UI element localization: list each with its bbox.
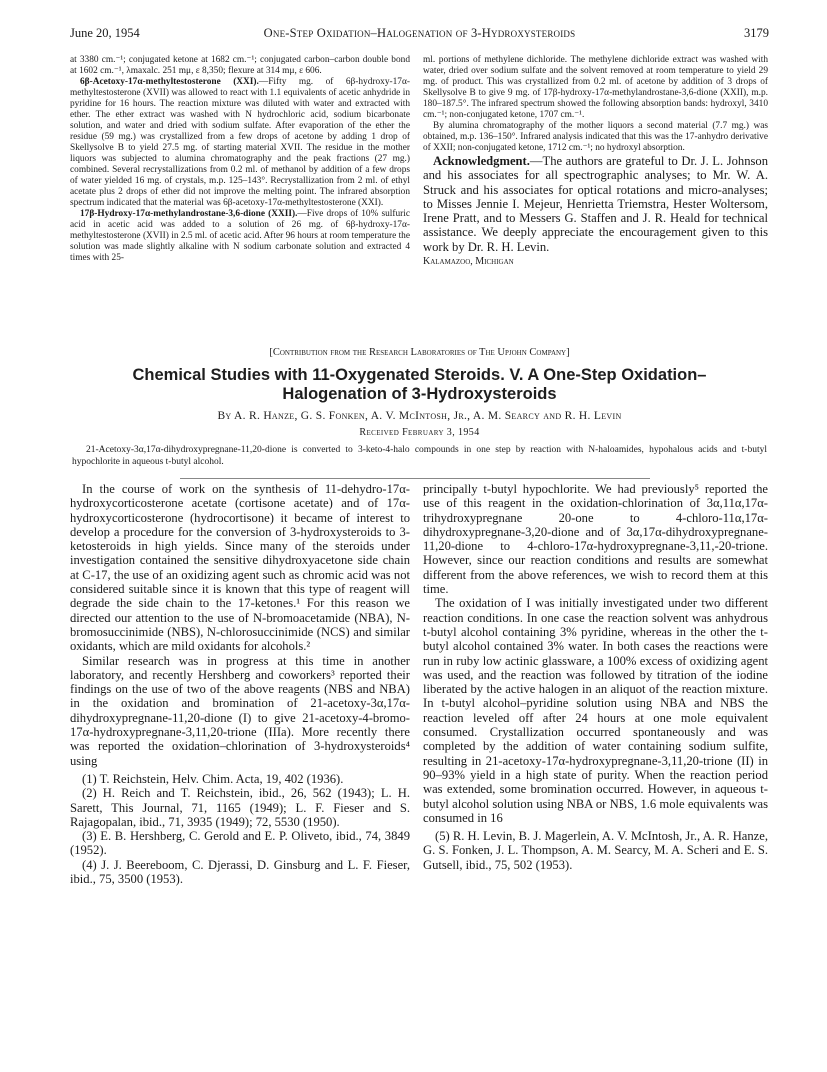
received-date: Received February 3, 1954 [359, 427, 480, 438]
footnote-1: (1) T. Reichstein, Helv. Chim. Acta, 19, 402 (1936). [82, 771, 344, 786]
abstract: 21-Acetoxy-3α,17α-dihydroxypregnane-11,20-dione is converted to 3-keto-4-halo compounds in one step by reaction with N-haloamides, hypohalous acids and t-butyl hypochlorite in aqueous t-butyl alcohol. [72, 445, 767, 467]
chromatography-paragraph: By alumina chromatography of the mother liquors a second material (7.7 mg.) was obtained, m.p. 136–150°. Infrared analysis indicated that this was the 17-anhydro derivative of XXII; non-conjugated ketone, 1712 cm.⁻¹; no hydroxyl absorption. [423, 121, 768, 153]
intro-paragraph-2: Similar research was in progress at this time in another laboratory, and recently Hershberg and coworkers³ reported their findings on the use of two of the above reagents (NBS and NBA) in the oxidation and bromination of 21-acetoxy-3α,17α-dihydroxypregnane-11,20-dione (I) to give 21-acetoxy-4-bromo-17α-hydroxypregnane-3,11,20-trione (IIIa). More recently there was reported the oxidation–chlorination of 3-hydroxysteroids⁴ using [70, 653, 410, 768]
experimental-text-xxi: —Fifty mg. of 6β-hydroxy-17α-methyltestosterone (XVII) was allowed to react with 1.1 equivalents of acetic anhydride in pyridine for 16 hours. The reaction mixture was diluted with water and extracted with ether. The ether extract was washed with N hydrochloric acid, sodium bicarbonate solution, and water and dried with sodium sulfate. After evaporation of the ether the residue (59 mg.) was crystallized from a few drops of acetone by adding 1 drop of Skellysolve B to yield 27.5 mg. of starting material XVII. The residue in the mother liquors was subjected to alumina chromatography and the peak fractions (27 mg.) combined. Several recrystallizations from 0.2 ml. of methanol by addition of a few drops of water yielded 16 mg. of crystals, m.p. 125–143°. Recrystallization from 2 ml. of ethyl acetate plus 2 drops of ether did not improve the melting point. The infrared absorption spectrum indicated that the material was 6β-acetoxy-17α-methyltestosterone (XXI). [70, 77, 410, 208]
top-right-column [423, 55, 768, 267]
footnote-4: (4) J. J. Beereboom, C. Djerassi, D. Ginsburg and L. F. Fieser, ibid., 75, 3500 (1953). [70, 857, 410, 887]
intro-paragraph-1: In the course of work on the synthesis of 11-dehydro-17α-hydroxycorticosterone acetate (cortisone acetate) and of 17α-hydroxycorticosterone (hydrocortisone) it became of interest to develop a procedure for the conversion of 3-hydroxysteroids to 3-ketosteroids in high yields. Since many of the steroids under investigation contained the sensitive dihydroxyacetone side chain at C-17, the use of an oxidizing agent such as chromic acid was not considered suitable since it is known that this type of reagent will degrade the side chain to the 17-ketones.¹ For this reason we directed our attention to the use of N-bromoacetamide (NBA), N-bromosuccinimide (NBS), N-chlorosuccinimide (NCS) and similar oxidants, which are mild oxidants for alcohols.² [70, 482, 410, 654]
footnote-5: (5) R. H. Levin, B. J. Magerlein, A. V. McIntosh, Jr., A. R. Hanze, G. S. Fonken, J. L. Thompson, A. M. Searcy, M. A. Scheri and E. S. Gutsell, ibid., 75, 502 (1953). [423, 829, 768, 872]
footnotes-left [70, 772, 410, 886]
page-number: 3179 [744, 26, 769, 40]
compound-heading-xxi: 6β-Acetoxy-17α-methyltestosterone (XXI). [80, 77, 259, 87]
footnote-3: (3) E. B. Hershberg, C. Gerold and E. P. Oliveto, ibid., 74, 3849 (1952). [70, 829, 410, 858]
author-list: By A. R. Hanze, G. S. Fonken, A. V. McIntosh, Jr., A. M. Searcy and R. H. Levin [217, 410, 622, 422]
compound-heading-xxii: 17β-Hydroxy-17α-methylandrostane-3,6-dione (XXII). [80, 209, 298, 219]
article-title-line-2: Halogenation of 3-Hydroxysteroids [282, 385, 557, 403]
experimental-paragraph-xxi [70, 77, 410, 209]
intro-paragraph-3: principally t-butyl hypochlorite. We had previously⁵ reported the use of this reagent in the oxidation-chlorination of 3α,11α,17α-trihydroxypregnane 20-one to 4-chloro-11α,17α-dihydroxypregnane-3,20-dione and of 3α,17α-dihydroxypregnane-11,20-dione to 4-chloro-17α-hydroxypregnane-3,11,-20-trione. However, since our reaction conditions and results are somewhat different from the above references, we wish to record them at this time. [423, 482, 768, 597]
body-right-column [423, 482, 768, 872]
top-left-column [70, 55, 410, 264]
article-title-line-1: Chemical Studies with 11-Oxygenated Steroids. V. A One-Step Oxidation– [132, 366, 707, 384]
running-head [70, 26, 769, 42]
acknowledgment-heading: Acknowledgment. [433, 154, 530, 168]
acknowledgment-paragraph [423, 154, 768, 254]
body-left-column [70, 482, 410, 886]
ir-data-paragraph: at 3380 cm.⁻¹; conjugated ketone at 1682 cm.⁻¹; conjugated carbon–carbon double bond at 1602 cm.⁻¹, λmaxalc. 251 mμ, ε 8,350; flexure at 314 mμ, ε 606. [70, 55, 410, 76]
experimental-paragraph-xxii [70, 209, 410, 264]
section-divider [180, 478, 650, 479]
article-title [70, 366, 769, 404]
institution-place: Kalamazoo, Michigan [423, 256, 514, 268]
footnote-2: (2) H. Reich and T. Reichstein, ibid., 26, 562 (1943); L. H. Sarett, This Journal, 71, 1165 (1949); L. F. Fieser and S. Rajagopalan, ibid., 71, 3935 (1949); 72, 5530 (1950). [70, 786, 410, 829]
experimental-continuation: ml. portions of methylene dichloride. The methylene dichloride extract was washed with water, dried over sodium sulfate and the solvent removed at room temperature to yield 29 mg. of product. This was crystallized from 0.2 ml. of acetone by addition of 3 drops of Skellysolve B to give 9 mg. of 17β-hydroxy-17α-methylandrostane-3,6-dione (XXII), m.p. 180–187.5°. The infrared spectrum showed the following absorption bands: hydroxyl, 3410 cm.⁻¹; non-conjugated ketone, 1707 cm.⁻¹. [423, 55, 768, 120]
acknowledgment-text: —The authors are grateful to Dr. J. L. Johnson and his associates for all spectrographic analyses; to Mr. W. A. Struck and his associates for optical rotations and micro-analyses; to Misses Jennie I. Mejeur, Henrietta Triemstra, Hester Woltersom, Irene Pratt, and to Messers G. Staffen and J. R. Heald for technical assistance. We deeply appreciate the encouragement given to this work by Dr. R. H. Levin. [423, 154, 768, 254]
experimental-text-xxii: —Five drops of 10% sulfuric acid in acetic acid was added to a solution of 26 mg. of 6β-hydroxy-17α-methyltestosterone (XVII) in 2.5 ml. of acetic acid. After 96 hours at room temperature the solution was made slightly alkaline with N sodium carbonate solution and extracted 4 times with 25- [70, 209, 410, 263]
results-paragraph: The oxidation of I was initially investigated under two different reaction conditions. In one case the reaction solvent was anhydrous t-butyl alcohol containing 3% pyridine, whereas in the other the t-butyl alcohol contained 3% water. In both cases the reactions were run in ruby low actinic glassware, a 100% excess of oxidizing agent was used, and the reaction was followed by titration of the iodine liberated by the active halogen in an aliquot of the reaction mixture. In t-butyl alcohol–pyridine solution using NBA and NBS the reaction leveled off after 24 hours at one mole equivalent consumed. Crystallization occurred spontaneously and was completed by the addition of water containing sodium sulfite, resulting in 21-acetoxy-17α-hydroxypregnane-3,11,20-trione (II) in 90–93% yield in a high state of purity. When the reaction period was extended, some bromination occurred. However, in aqueous t-butyl alcohol solution using NBA or NBS, 1.6 mole equivalents was consumed in 16 [423, 596, 768, 825]
issue-date: June 20, 1954 [70, 26, 140, 40]
contribution-line: [Contribution from the Research Laboratories of The Upjohn Company] [269, 347, 570, 358]
running-title: One-Step Oxidation–Halogenation of 3-Hydroxysteroids [263, 26, 576, 40]
footnotes-right [423, 829, 768, 872]
